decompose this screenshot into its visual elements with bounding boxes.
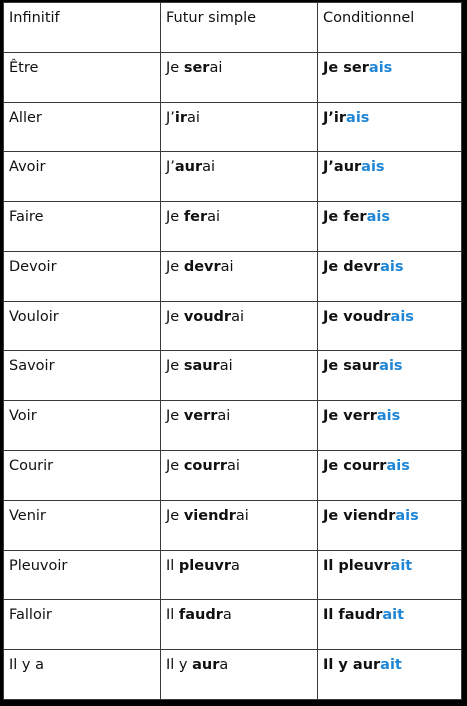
- futur-ending: ai: [227, 458, 240, 475]
- cell-conditionnel: [318, 202, 462, 252]
- futur-pronoun: Je: [166, 258, 184, 275]
- futur-ending: ai: [202, 159, 216, 176]
- table-row: [4, 401, 462, 451]
- conditionnel-stem: Je voudr: [323, 308, 391, 325]
- conditionnel-stem: Je verr: [323, 408, 377, 425]
- cell-futur: [161, 152, 318, 202]
- futur-pronoun: Je: [166, 408, 184, 425]
- conditionnel-ending: ais: [346, 109, 370, 126]
- cell-infinitive: Falloir: [4, 600, 161, 650]
- table-row: [4, 650, 462, 700]
- conditionnel-ending: ait: [380, 657, 402, 674]
- cell-conditionnel: [318, 600, 462, 650]
- cell-infinitive: Vouloir: [4, 301, 161, 351]
- cell-infinitive: Devoir: [4, 251, 161, 301]
- futur-stem: aur: [192, 657, 220, 674]
- cell-futur: [161, 52, 318, 102]
- futur-ending: a: [219, 657, 229, 674]
- header-conditionnel: Conditionnel: [318, 3, 462, 53]
- conditionnel-ending: ait: [382, 607, 405, 624]
- futur-ending: ai: [220, 258, 234, 275]
- futur-pronoun: Il: [166, 607, 179, 624]
- table-row: [4, 102, 462, 152]
- futur-ending: a: [231, 557, 240, 574]
- futur-stem: courr: [183, 458, 227, 475]
- cell-infinitive: Pleuvoir: [4, 550, 161, 600]
- conditionnel-ending: ais: [361, 159, 385, 176]
- conditionnel-stem: Il faudr: [323, 607, 383, 624]
- conditionnel-ending: ait: [390, 557, 413, 574]
- futur-ending: ai: [207, 209, 221, 226]
- futur-pronoun: Je: [166, 59, 184, 76]
- cell-conditionnel: [318, 500, 462, 550]
- conditionnel-stem: Je devr: [323, 258, 381, 275]
- cell-futur: [161, 550, 318, 600]
- cell-conditionnel: [318, 550, 462, 600]
- conjugation-table: [3, 2, 462, 700]
- conditionnel-stem: Il y aur: [323, 657, 381, 674]
- table-row: [4, 251, 462, 301]
- futur-pronoun: Je: [166, 458, 184, 475]
- conditionnel-ending: ais: [380, 258, 404, 275]
- conditionnel-ending: ais: [368, 59, 393, 76]
- conditionnel-ending: ais: [386, 458, 410, 475]
- table-row: [4, 451, 462, 501]
- futur-stem: viendr: [183, 507, 236, 524]
- futur-ending: ai: [187, 109, 200, 126]
- futur-stem: pleuvr: [178, 557, 232, 574]
- futur-stem: aur: [174, 159, 203, 176]
- conditionnel-stem: J’aur: [323, 159, 362, 176]
- header-infinitif: Infinitif: [4, 3, 161, 53]
- table-row: [4, 152, 462, 202]
- conditionnel-stem: Je saur: [323, 358, 380, 375]
- cell-conditionnel: [318, 351, 462, 401]
- futur-pronoun: J’: [166, 159, 175, 176]
- cell-conditionnel: [318, 251, 462, 301]
- futur-stem: fer: [183, 209, 208, 226]
- cell-futur: [161, 401, 318, 451]
- futur-stem: devr: [183, 258, 221, 275]
- table-row: [4, 500, 462, 550]
- conditionnel-ending: ais: [376, 408, 401, 425]
- cell-infinitive: Il y a: [4, 650, 161, 700]
- conditionnel-stem: Il pleuvr: [323, 557, 391, 574]
- conditionnel-stem: Je ser: [323, 59, 369, 76]
- futur-ending: ai: [231, 308, 245, 325]
- conditionnel-ending: ais: [379, 358, 403, 375]
- conditionnel-stem: J’ir: [323, 109, 347, 126]
- cell-futur: [161, 600, 318, 650]
- cell-infinitive: Courir: [4, 451, 161, 501]
- futur-pronoun: Je: [166, 507, 184, 524]
- futur-pronoun: Il y: [166, 657, 193, 674]
- table-row: [4, 600, 462, 650]
- conditionnel-ending: ais: [395, 507, 419, 524]
- futur-stem: saur: [183, 358, 220, 375]
- cell-conditionnel: [318, 152, 462, 202]
- cell-infinitive: Venir: [4, 500, 161, 550]
- cell-futur: [161, 500, 318, 550]
- futur-stem: faudr: [178, 607, 223, 624]
- futur-pronoun: Je: [166, 358, 184, 375]
- conditionnel-stem: Je courr: [323, 458, 387, 475]
- cell-infinitive: Voir: [4, 401, 161, 451]
- conditionnel-ending: ais: [366, 209, 390, 226]
- futur-ending: ai: [219, 358, 233, 375]
- cell-conditionnel: [318, 301, 462, 351]
- futur-stem: verr: [183, 408, 218, 425]
- futur-ending: ai: [209, 59, 223, 76]
- cell-infinitive: Savoir: [4, 351, 161, 401]
- table-row: [4, 52, 462, 102]
- conditionnel-ending: ais: [390, 308, 414, 325]
- cell-conditionnel: [318, 52, 462, 102]
- futur-pronoun: Je: [166, 308, 184, 325]
- conditionnel-stem: Je fer: [323, 209, 367, 226]
- futur-stem: ir: [174, 109, 188, 126]
- cell-infinitive: Faire: [4, 202, 161, 252]
- cell-futur: [161, 251, 318, 301]
- cell-futur: [161, 351, 318, 401]
- cell-futur: [161, 451, 318, 501]
- cell-conditionnel: [318, 102, 462, 152]
- futur-ending: ai: [217, 408, 231, 425]
- table-row: [4, 550, 462, 600]
- table-row: [4, 301, 462, 351]
- futur-stem: voudr: [183, 308, 232, 325]
- cell-infinitive: Avoir: [4, 152, 161, 202]
- futur-ending: a: [222, 607, 232, 624]
- futur-pronoun: J’: [166, 109, 175, 126]
- header-futur-simple: Futur simple: [161, 3, 318, 53]
- cell-conditionnel: [318, 401, 462, 451]
- cell-infinitive: Être: [4, 52, 161, 102]
- futur-ending: ai: [235, 507, 249, 524]
- cell-futur: [161, 301, 318, 351]
- table-row: [4, 351, 462, 401]
- cell-infinitive: Aller: [4, 102, 161, 152]
- header-row: [4, 3, 462, 53]
- futur-pronoun: Je: [166, 209, 184, 226]
- futur-stem: ser: [183, 59, 210, 76]
- table-row: [4, 202, 462, 252]
- cell-futur: [161, 202, 318, 252]
- cell-conditionnel: [318, 650, 462, 700]
- conditionnel-stem: Je viendr: [323, 507, 396, 524]
- cell-futur: [161, 650, 318, 700]
- cell-conditionnel: [318, 451, 462, 501]
- cell-futur: [161, 102, 318, 152]
- futur-pronoun: Il: [166, 557, 179, 574]
